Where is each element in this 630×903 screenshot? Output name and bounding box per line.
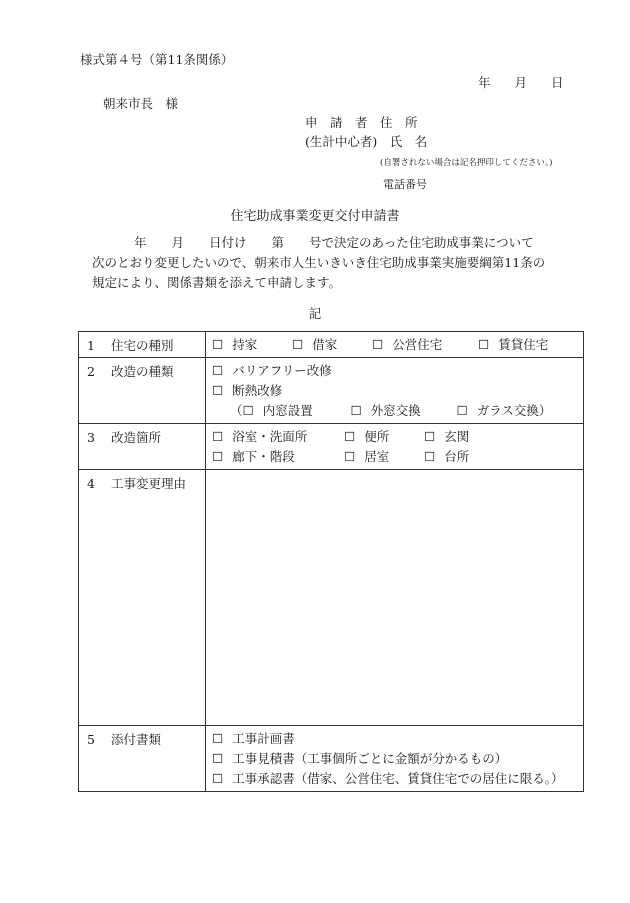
applicant-address-label: 申 請 者 住 所 <box>305 115 418 130</box>
renovation-type-options <box>206 358 584 424</box>
row-attachments <box>79 726 584 792</box>
housing-type-label: 住宅の種別 <box>111 338 174 353</box>
change-reason-label-cell <box>79 470 206 726</box>
document-title: 住宅助成事業変更交付申請書 <box>230 209 400 224</box>
attachment-estimate[interactable]: ☐ 工事見積書（工事個所ごとに金額が分かるもの） <box>212 749 577 769</box>
body-line-3: 規定により、関係書類を添えて申請します。 <box>92 275 342 290</box>
renovation-type-label-cell <box>79 358 206 424</box>
change-reason-label: 工事変更理由 <box>111 476 187 491</box>
attachments-label-cell <box>79 726 206 792</box>
option-outer-window[interactable]: ☐ 外窓交換 <box>351 401 457 421</box>
row-number: 3 <box>87 430 95 445</box>
option-entrance[interactable]: ☐ 玄関 <box>424 427 469 447</box>
date-month: 月 <box>514 75 528 90</box>
body-line-1: 年 月 日付け 第 号で決定のあった住宅助成事業について <box>134 235 534 250</box>
housing-type-options <box>206 332 584 358</box>
renovation-location-options <box>206 424 584 470</box>
renovation-type-label: 改造の種類 <box>111 364 174 379</box>
checkbox-icon[interactable]: ☐ <box>212 429 224 444</box>
option-insulation[interactable]: ☐ 断熱改修 <box>212 381 577 401</box>
body-line-2: 次のとおり変更したいので、朝来市人生いきいき住宅助成事業実施要綱第11条の <box>92 255 546 270</box>
checkbox-icon[interactable]: ☐ <box>344 429 356 444</box>
option-bathroom[interactable]: ☐ 浴室・洗面所 <box>212 427 344 447</box>
checkbox-icon[interactable]: ☐ <box>344 449 356 464</box>
checkbox-icon[interactable]: ☐ <box>424 449 436 464</box>
insulation-sub-options: （☐ 内窓設置 ☐ 外窓交換 ☐ ガラス交換） <box>212 401 577 421</box>
renovation-location-label: 改造箇所 <box>111 430 162 445</box>
checkbox-icon[interactable]: ☐ <box>212 751 224 766</box>
option-barrier-free[interactable]: ☐ バリアフリー改修 <box>212 361 577 381</box>
checkbox-icon[interactable]: ☐ <box>212 337 224 352</box>
applicant-name-label: (生計中心者) 氏 名 <box>305 134 428 149</box>
row-change-reason <box>79 470 584 726</box>
option-rental-housing[interactable]: ☐ 賃貸住宅 <box>478 335 548 355</box>
attachment-approval[interactable]: ☐ 工事承認書（借家、公営住宅、賃貸住宅での居住に限る。） <box>212 769 577 789</box>
option-living-room[interactable]: ☐ 居室 <box>344 447 424 467</box>
checkbox-icon[interactable]: ☐ <box>478 337 490 352</box>
option-owned-house[interactable]: ☐ 持家 <box>212 335 292 355</box>
option-public-housing[interactable]: ☐ 公営住宅 <box>372 335 478 355</box>
form-number: 様式第４号（第11条関係） <box>80 52 234 67</box>
body-paragraph <box>92 233 577 293</box>
change-reason-field[interactable] <box>206 470 584 726</box>
date-line <box>478 73 564 91</box>
application-table <box>78 331 584 792</box>
checkbox-icon[interactable]: ☐ <box>212 449 224 464</box>
checkbox-icon[interactable]: ☐ <box>424 429 436 444</box>
option-inner-window[interactable]: ☐ 内窓設置 <box>243 401 351 421</box>
renovation-location-label-cell <box>79 424 206 470</box>
option-rented-house[interactable]: ☐ 借家 <box>292 335 372 355</box>
date-year: 年 <box>478 75 491 90</box>
row-number: 1 <box>87 338 95 353</box>
date-day: 日 <box>551 75 564 90</box>
row-number: 2 <box>87 364 95 379</box>
row-renovation-type <box>79 358 584 424</box>
option-kitchen[interactable]: ☐ 台所 <box>424 447 469 467</box>
attachments-options <box>206 726 584 792</box>
option-toilet[interactable]: ☐ 便所 <box>344 427 424 447</box>
housing-type-label-cell <box>79 332 206 358</box>
row-housing-type <box>79 332 584 358</box>
checkbox-icon[interactable]: ☐ <box>242 403 254 418</box>
row-number: 5 <box>87 732 95 747</box>
row-number: 4 <box>87 476 95 491</box>
checkbox-icon[interactable]: ☐ <box>292 337 304 352</box>
ki-heading: 記 <box>308 306 322 321</box>
attachment-construction-plan[interactable]: ☐ 工事計画書 <box>212 729 577 749</box>
checkbox-icon[interactable]: ☐ <box>212 731 224 746</box>
option-hallway[interactable]: ☐ 廊下・階段 <box>212 447 344 467</box>
row-renovation-location <box>79 424 584 470</box>
checkbox-icon[interactable]: ☐ <box>212 363 224 378</box>
phone-label: 電話番号 <box>383 178 427 191</box>
checkbox-icon[interactable]: ☐ <box>212 383 224 398</box>
option-glass[interactable]: ☐ ガラス交換 <box>457 401 539 421</box>
checkbox-icon[interactable]: ☐ <box>212 771 224 786</box>
checkbox-icon[interactable]: ☐ <box>456 403 468 418</box>
addressee: 朝来市長 様 <box>103 96 179 111</box>
checkbox-icon[interactable]: ☐ <box>350 403 362 418</box>
checkbox-icon[interactable]: ☐ <box>372 337 384 352</box>
attachments-label: 添付書類 <box>111 732 162 747</box>
signature-note: (自署されない場合は記名押印してください。) <box>380 158 553 168</box>
